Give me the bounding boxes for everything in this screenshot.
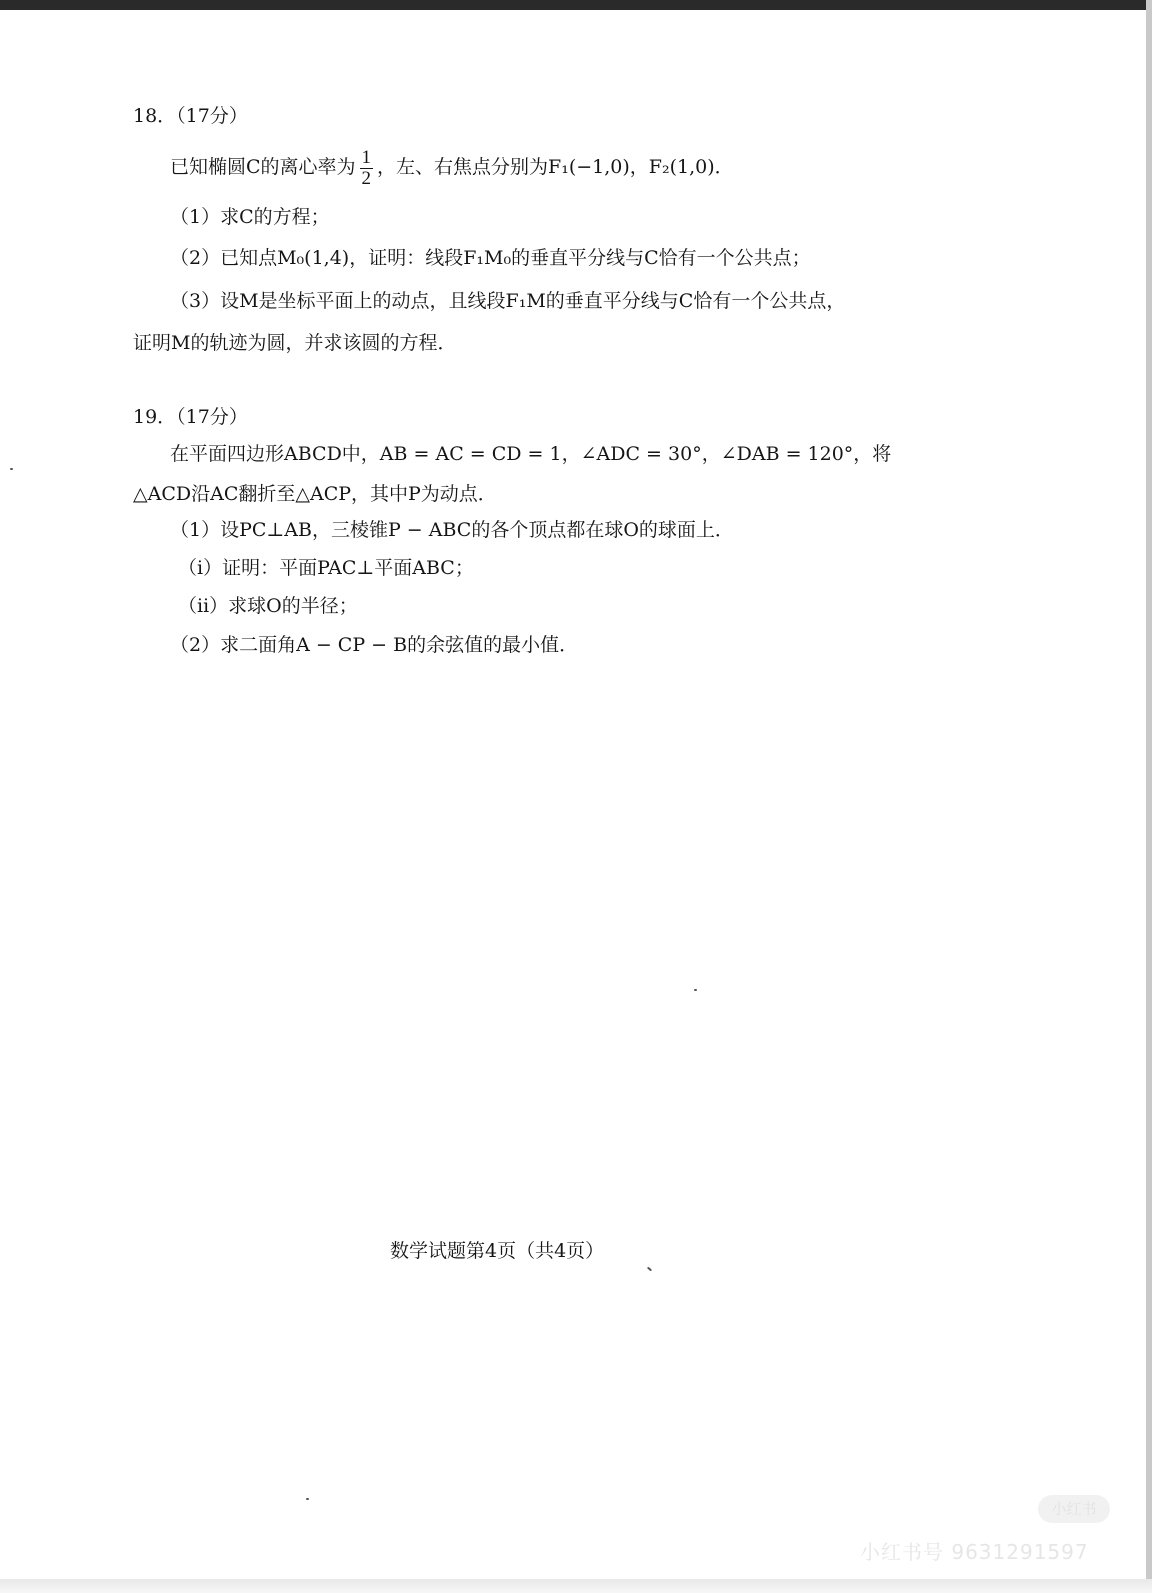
q19-part-2: （2）求二面角A − CP − B的余弦值的最小值．	[170, 634, 579, 656]
q19-part-1: （1）设PC⊥AB，三棱锥P − ABC的各个顶点都在球O的球面上．	[170, 519, 734, 541]
scan-speck	[10, 468, 13, 470]
q19-stem-line-2: △ACD沿AC翻折至△ACP，其中P为动点．	[133, 483, 497, 505]
q18-part-3-line-2: 证明M的轨迹为圆，并求该圆的方程．	[133, 332, 457, 354]
scan-speck	[647, 1267, 652, 1272]
q18-stem	[170, 146, 734, 189]
scan-right-edge	[1146, 0, 1152, 1593]
q19-part-1-ii: （ⅱ）求球O的半径；	[178, 595, 358, 617]
eccentricity-fraction	[360, 148, 374, 189]
q18-part-2: （2）已知点M₀(1,4)，证明：线段F₁M₀的垂直平分线与C恰有一个公共点；	[170, 247, 811, 269]
watermark-text: 小红书号 9631291597	[860, 1540, 1089, 1564]
fraction-denominator: 2	[361, 167, 372, 189]
q18-heading: 18．（17分）	[133, 105, 248, 127]
scan-bottom-edge	[0, 1579, 1152, 1593]
q19-stem-line-1: 在平面四边形ABCD中，AB = AC = CD = 1，∠ADC = 30°，∠DAB = 120°，将	[170, 443, 892, 465]
watermark-logo: 小红书	[1038, 1495, 1110, 1523]
q18-part-1: （1）求C的方程；	[170, 206, 330, 228]
q18-stem-part-a: 已知椭圆C的离心率为	[170, 156, 356, 178]
q18-part-3-line-1: （3）设M是坐标平面上的动点，且线段F₁M的垂直平分线与C恰有一个公共点，	[170, 290, 846, 312]
scan-top-edge	[0, 0, 1152, 10]
scan-speck	[306, 1498, 309, 1500]
page-footer: 数学试题第4页（共4页）	[390, 1240, 605, 1262]
q19-heading: 19．（17分）	[133, 406, 248, 428]
q19-part-1-i: （ⅰ）证明：平面PAC⊥平面ABC；	[178, 557, 474, 579]
q18-stem-part-b: ，左、右焦点分别为F₁(−1,0)，F₂(1,0)．	[377, 156, 734, 178]
scan-speck	[694, 989, 697, 991]
fraction-numerator: 1	[361, 146, 372, 168]
